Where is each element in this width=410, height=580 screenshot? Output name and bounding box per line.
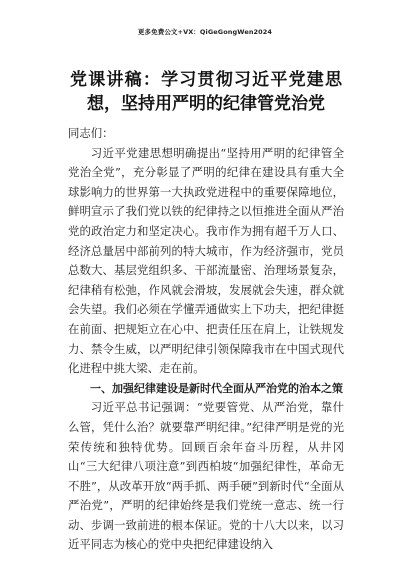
document-title: 党课讲稿：学习贯彻习近平党建思想，坚持用严明的纪律管党治党: [70, 70, 342, 114]
greeting: 同志们：: [68, 126, 114, 140]
header-note: 更多免费公文+VX：QiGeGongWen2024: [137, 28, 273, 36]
section-heading: 一、加强纪律建设是新时代全面从严治党的治本之策: [90, 381, 343, 395]
paragraph: 习近平总书记强调：“党要管党、从严治党，靠什么管，凭什么治？就要靠严明纪律。”纪律严明是党的光荣传统和独特优势。回顾百余年奋斗历程，从井冈山“三大纪律八项注意”到西柏坡“加强纪律性，革命无不胜”，从改革开放“两手抓、两手硬”到新时代“全面从严治党”，严明的纪律始终是我们党统一意志、统一行动、步调一致前进的根本保证。党的十八大以来，以习近平同志为核心的党中央把纪律建设纳入: [68, 400, 344, 552]
document-body: [68, 124, 344, 555]
paragraph: 习近平党建思想明确提出“坚持用严明的纪律管全党治全党”，充分彰显了严明的纪律在建设具有重大全球影响力的世界第一大执政党进程中的重要保障地位，鲜明宣示了我们党以铁的纪律持之以恒推进全面从严治党的政治定力和坚定决心。我市作为拥有超千万人口、经济总量居中部前列的特大城市，作为经济强市，党员总数大、基层党组织多、干部流量密、治理场景复杂，纪律稍有松弛，作风就会滑坡，发展就会失速，群众就会失望。我们必须在学懂弄通做实上下功夫，把纪律挺在前面、把规矩立在心中、把责任压在肩上，让铁规发力、禁令生威，以严明纪律引领保障我市在中国式现代化进程中挑大梁、走在前。: [68, 145, 344, 376]
